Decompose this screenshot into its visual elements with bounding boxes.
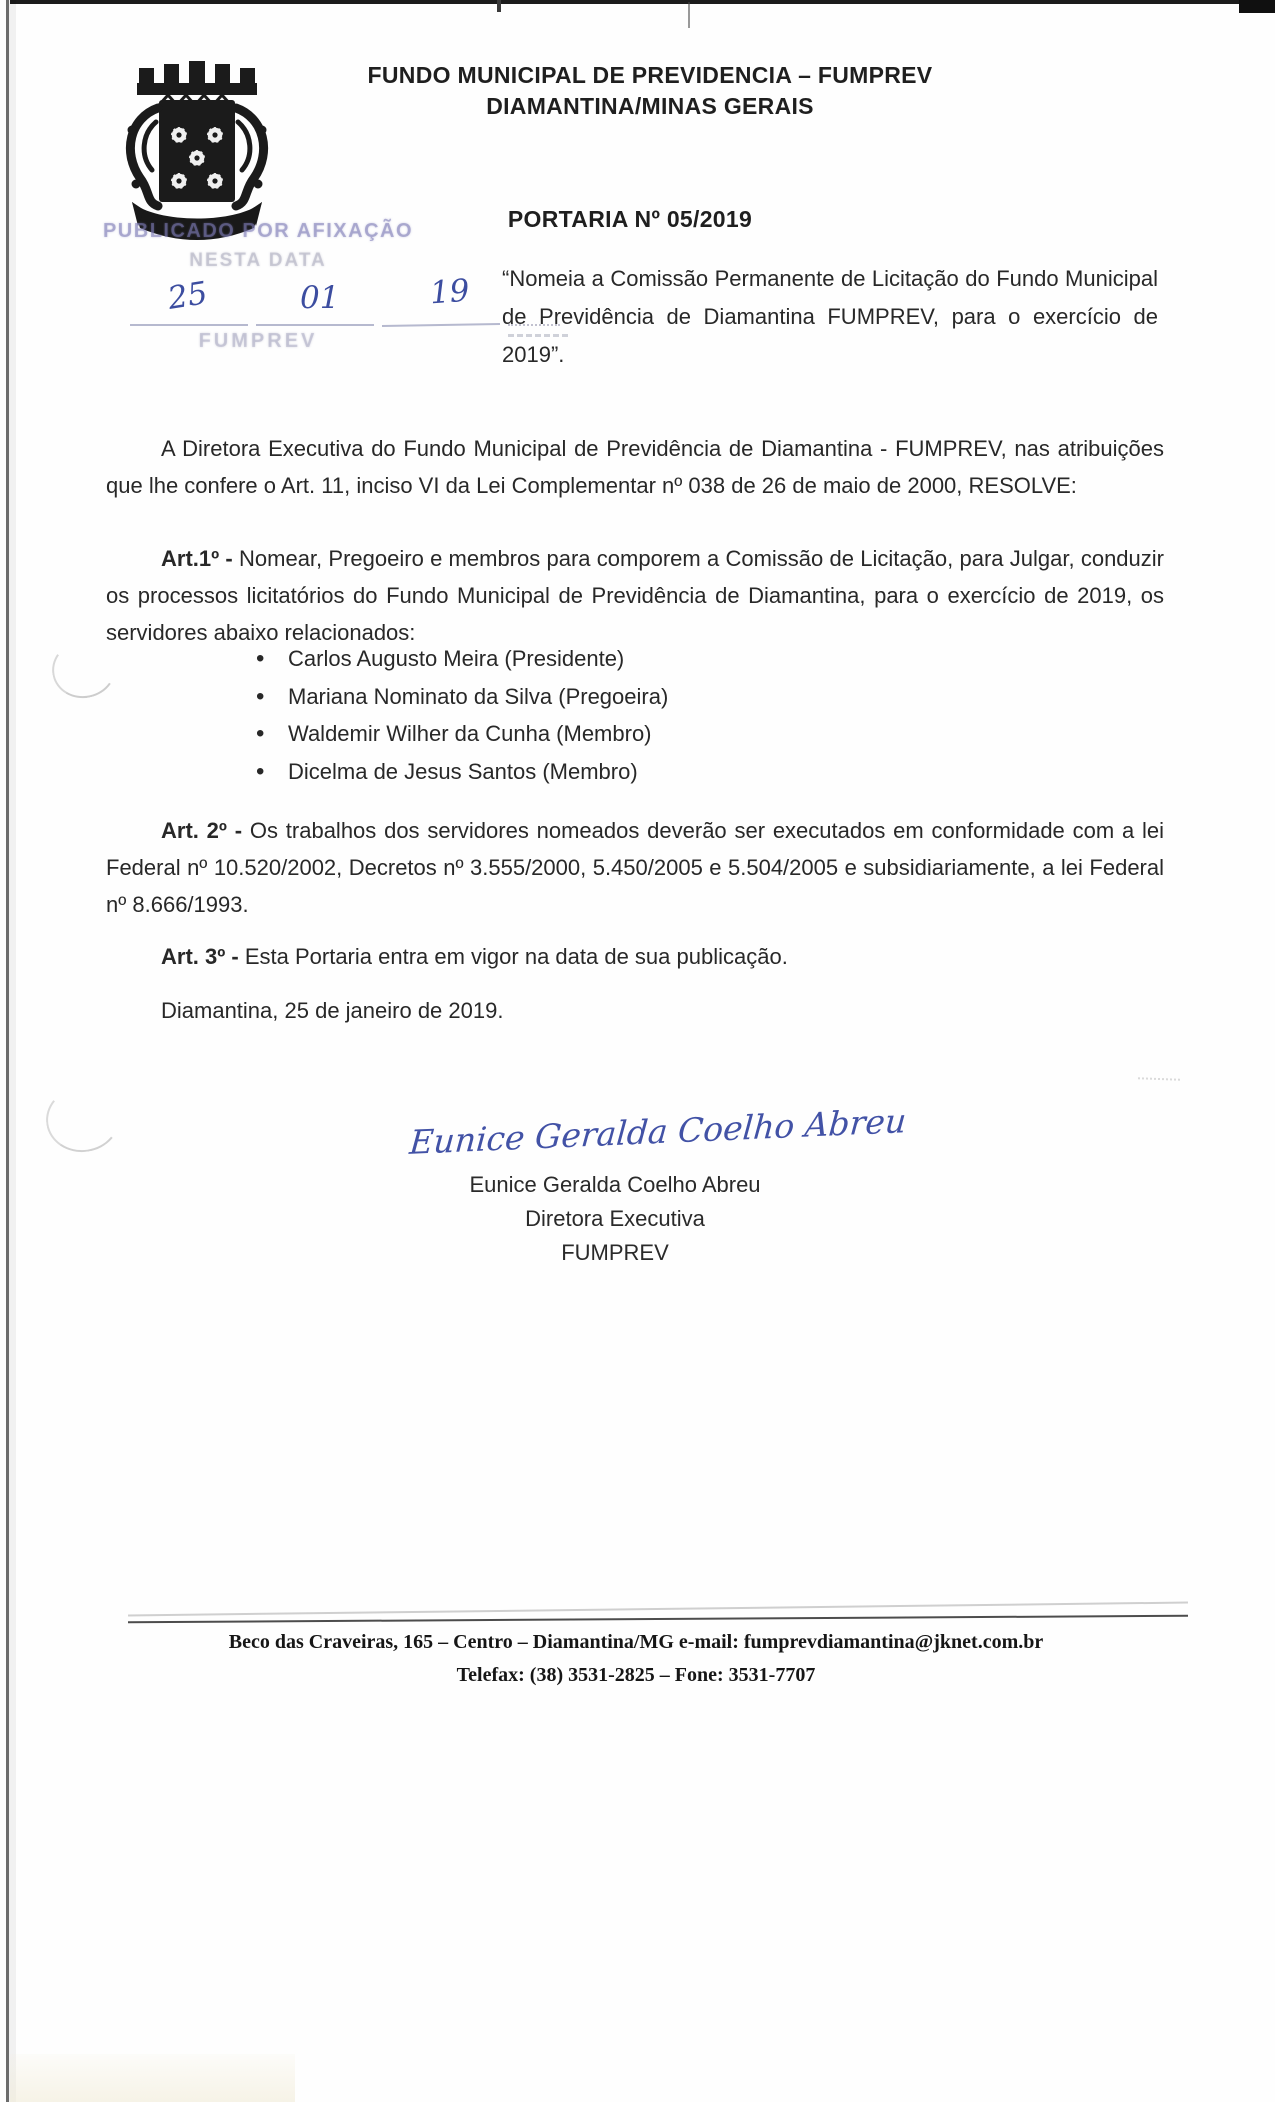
date-underline [382,323,500,327]
footer [106,1626,1166,1692]
document-title: PORTARIA Nº 05/2019 [507,206,753,232]
footer-rule-light [128,1602,1188,1617]
members-list [222,640,668,790]
stamp-text-line2: NESTA DATA [189,250,327,271]
handwritten-day: 25 [165,275,211,317]
footer-phone-line: Telefax: (38) 3531-2825 – Fone: 3531-7707 [456,1664,816,1686]
date-underline [256,324,374,326]
signer-role: Diretora Executiva [525,1206,705,1231]
article-3-text: Esta Portaria entra em vigor na data de sua publicação. [238,944,788,969]
article-1-label: Art.1º - [161,546,233,571]
article-1-paragraph [106,540,1164,651]
scan-left-shading [9,0,16,2102]
org-location: DIAMANTINA/MINAS GERAIS [486,93,814,119]
org-name: FUNDO MUNICIPAL DE PREVIDENCIA – FUMPREV [367,62,933,88]
stamp-text-line1: PUBLICADO POR AFIXAÇÃO [102,220,414,242]
handwritten-date [88,272,568,338]
publication-stamp [88,220,568,353]
article-3-paragraph [106,938,1164,975]
faint-mark-artifact [1138,1077,1180,1080]
pen-curve-artifact [42,1081,124,1157]
handwritten-month: 01 [300,280,340,316]
scan-bottom-shading [10,2054,295,2102]
article-2-text: Os trabalhos dos servidores nomeados deverão ser executados em conformidade com a lei Federal nº 10.520/2002, Decretos nº 3.555/2000, 5.450/2005 e 5.504/2005 e subsidiariamente, a lei Federal nº 8.666/1993. [106,818,1164,917]
list-item-member: • Carlos Augusto Meira (Presidente) [222,640,668,678]
signer-name: Eunice Geralda Coelho Abreu [469,1172,761,1197]
org-header [240,60,1060,122]
scan-top-right-corner [1239,0,1275,13]
handwritten-year: 19 [428,272,471,312]
list-item-member: • Mariana Nominato da Silva (Pregoeira) [222,678,668,716]
dateline: Diamantina, 25 de janeiro de 2019. [161,998,504,1023]
list-item-member: • Dicelma de Jesus Santos (Membro) [222,753,668,791]
scan-tick-mark [688,2,690,28]
footer-address-line: Beco das Craveiras, 165 – Centro – Diamantina/MG e-mail: fumprevdiamantina@jknet.com.br [228,1631,1044,1653]
list-item-member: • Waldemir Wilher da Cunha (Membro) [222,715,668,753]
scan-tick-mark [497,0,501,12]
preamble-paragraph: A Diretora Executiva do Fundo Municipal de Previdência de Diamantina - FUMPREV, nas atribuições que lhe confere o Art. 11, inciso VI da Lei Complementar nº 038 de 26 de maio de 2000, RESOLVE: [106,436,1164,498]
article-2-label: Art. 2º - [161,818,243,843]
article-3-label: Art. 3º - [161,944,239,969]
signature-block [365,1168,865,1270]
scan-top-border [10,0,1275,4]
stamp-org-line: FUMPREV [88,330,428,353]
handwritten-signature: Eunice Geralda Coelho Abreu [408,1101,908,1162]
article-1-text: Nomear, Pregoeiro e membros para comporem a Comissão de Licitação, para Julgar, conduzir os processos licitatórios do Fundo Municipal de Previdência de Diamantina, para o exercício de 2019, os servidores abaixo relacionados: [106,546,1164,645]
signer-org: FUMPREV [561,1240,669,1265]
footer-rule [128,1615,1188,1623]
article-2-paragraph [106,812,1164,923]
date-underline [130,324,248,326]
summary-quote: “Nomeia a Comissão Permanente de Licitação do Fundo Municipal de Previdência de Diamantina FUMPREV, para o exercício de 2019”. [502,266,1158,367]
